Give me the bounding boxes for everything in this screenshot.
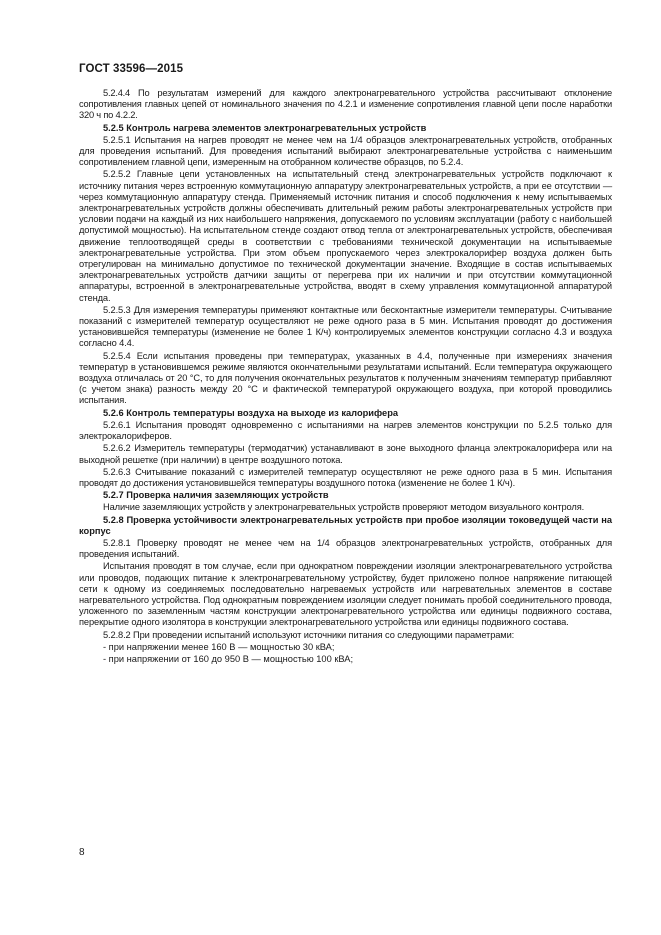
page-number: 8: [79, 847, 85, 858]
paragraph-5-2-5-4: 5.2.5.4 Если испытания проведены при температурах, указанных в 4.4, полученные при измерениях значения температур в установившемся режиме являются окончательными результатами испытаний. Если температура окружающего воздуха отличалась от 20 °С, то для получения окончательных результатов к полученным значениям температур прибавляют (с учетом знака) разность между 20 °С и фактической температурой окружающего воздуха, при которой проводились испытания.: [79, 350, 612, 406]
paragraph-5-2-7: Наличие заземляющих устройств у электронагревательных устройств проверяют методом визуального контроля.: [103, 502, 585, 513]
paragraph-5-2-5-3: 5.2.5.3 Для измерения температуры применяют контактные или бесконтактные измерители температуры. Считывание показаний с измерителей температур осуществляют не реже одного раза в 5 мин. Испытания проводят до достижения установившейся температуры (изменение не более 1 К/ч) контролируемых элементов конструкции согласно 4.3 и воздуха согласно 4.4.: [79, 304, 612, 349]
section-heading-5-2-8: 5.2.8 Проверка устойчивости электронагревательных устройств при пробое изоляции токоведущей части на корпус: [79, 514, 612, 536]
list-item-power-160-950: - при напряжении от 160 до 950 В — мощностью 100 кВА;: [103, 653, 354, 664]
paragraph-5-2-6-3: 5.2.6.3 Считывание показаний с измерителей температур осуществляют не реже одного раза в 5 мин. Испытания проводят до достижения установившейся температуры воздушного потока (изменение не более 1 К/ч).: [79, 466, 612, 488]
section-heading-5-2-5: 5.2.5 Контроль нагрева элементов электронагревательных устройств: [103, 122, 427, 133]
paragraph-5-2-4-4: 5.2.4.4 По результатам измерений для каждого электронагревательного устройства рассчитывают отклонение сопротивления главных цепей от номинального значения по 4.2.1 и изменение сопротивления главной цепи после наработки 320 ч по 4.2.2.: [79, 88, 612, 121]
paragraph-5-2-8-2: 5.2.8.2 При проведении испытаний используют источники питания со следующими параметрами:: [103, 629, 515, 640]
paragraph-5-2-8-1: 5.2.8.1 Проверку проводят не менее чем на 1/4 образцов электронагревательных устройств, отобранных для проведения испытаний.: [79, 537, 612, 560]
list-item-power-160: - при напряжении менее 160 В — мощностью 30 кВА;: [103, 641, 335, 652]
document-code-header: ГОСТ 33596—2015: [79, 63, 184, 75]
paragraph-5-2-6-1: 5.2.6.1 Испытания проводят одновременно с испытаниями на нагрев элементов конструкции по 5.2.5 только для электрокалориферов.: [79, 419, 612, 442]
paragraph-5-2-5-2: 5.2.5.2 Главные цепи установленных на испытательный стенд электронагревательных устройств подключают к источнику питания через встроенную коммутационную аппаратуру электронагревательных устройств, а при ее отсутствии — через коммутационную аппаратуру стенда. Применяемый источник питания и способ подключения к нему испытываемых электронагревательных устройств должны обеспечивать длительный режим работы электронагревательных устройств при условии подачи на каждый из них наибольшего напряжения, допускаемого по условиям эксплуатации (работу с наибольшей допустимой мощностью). На испытательном стенде создают отвод тепла от электронагревательных устройств, обеспечивая движение теплоотводящей среды в соответствии с требованиями технической документации на испытываемые электронагревательные устройства. При этом объем пропускаемого через электрокалорифер воздуха должен быть отрегулирован на минимально допустимое по технической документации значение. Входящие в состав испытываемых электронагревательных устройств датчики защиты от перегрева при их наличии и при отсутствии коммутационной аппаратуры, встроенной в электронагревательные устройства, вводят в схему управления коммутационной аппаратурой стенда.: [79, 169, 612, 303]
document-body: [79, 88, 612, 666]
paragraph-5-2-8-1-cont: Испытания проводят в том случае, если при однократном повреждении изоляции электронагревательного устройства или проводов, подающих питание к электронагревательному устройству, будет приложено полное напряжение питающей сети к одному из соединяемых последовательно нагреваемых устройств или нагревательных элементов в составе нагревательного устройства. Под однократным повреждением изоляции следует понимать пробой соединительного провода, уложенного по заземленным частям конструкции электронагревательного устройства или единицы подвижного состава, перекрытие одного изолятора в конструкции электронагревательного устройства или единицы подвижного состава.: [79, 561, 612, 628]
paragraph-5-2-6-2: 5.2.6.2 Измеритель температуры (термодатчик) устанавливают в зоне выходного фланца электрокалорифера или на выходной решетке (при наличии) в центре воздушного потока.: [79, 443, 612, 465]
section-heading-5-2-6: 5.2.6 Контроль температуры воздуха на выходе из калорифера: [103, 407, 399, 418]
section-heading-5-2-7: 5.2.7 Проверка наличия заземляющих устройств: [103, 490, 329, 501]
paragraph-5-2-5-1: 5.2.5.1 Испытания на нагрев проводят не менее чем на 1/4 образцов электронагревательных устройств, отобранных для проведения испытаний. Для проведения испытаний выбирают электронагревательные устройства с наименьшим сопротивлением главной цепи, измеренным на отобранном количестве образцов, по 5.2.4.: [79, 134, 612, 168]
